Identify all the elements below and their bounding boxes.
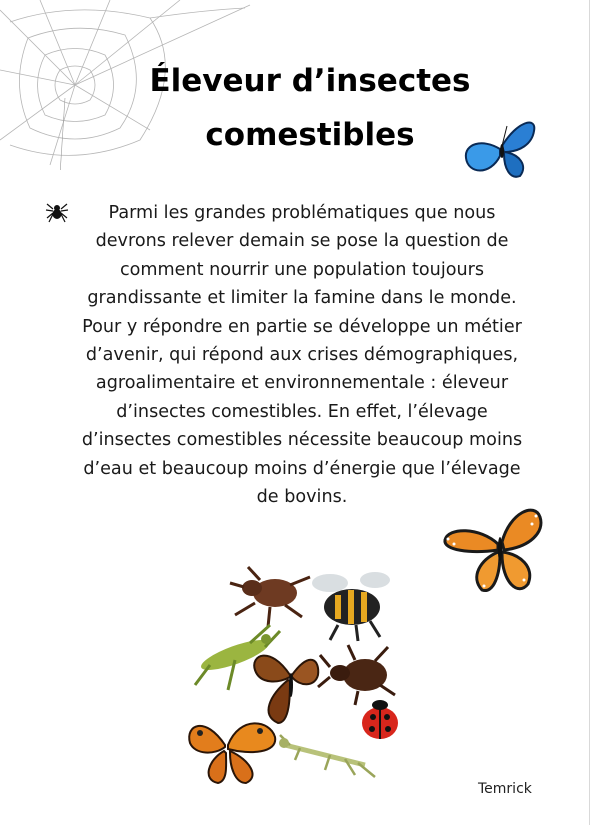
bee-icon	[312, 572, 390, 641]
author-signature: Temrick	[478, 781, 532, 797]
main-paragraph: Parmi les grandes problématiques que nous devrons relever demain se pose la question de comment nourrir une population toujours grandissante et limiter la famine dans le monde. Pour y répondre en partie se développe un métier d’avenir, qui répond aux crises démographiques, agroalimentaire et environnementale : éleveur d’insectes comestibles. En effet, l’élevage d’insectes comestibles nécessite beaucoup moins d’eau et beaucoup moins d’énergie que l’élevage de bovins.	[81, 203, 523, 508]
beetle-icon	[230, 567, 310, 627]
blue-morpho-butterfly-icon	[462, 116, 540, 182]
page-edge	[589, 0, 590, 825]
title-line-2: comestibles	[205, 117, 415, 153]
praying-mantis-icon	[279, 735, 375, 777]
insect-collection-illustration	[180, 555, 420, 790]
title-line-1: Éleveur d’insectes	[149, 63, 471, 99]
spider-icon	[44, 199, 70, 223]
ladybug-icon	[362, 700, 398, 739]
tortoiseshell-butterfly-icon	[189, 723, 275, 783]
brown-butterfly-icon	[254, 656, 318, 723]
stag-beetle-icon	[318, 645, 395, 705]
monarch-butterfly-icon	[440, 502, 550, 602]
